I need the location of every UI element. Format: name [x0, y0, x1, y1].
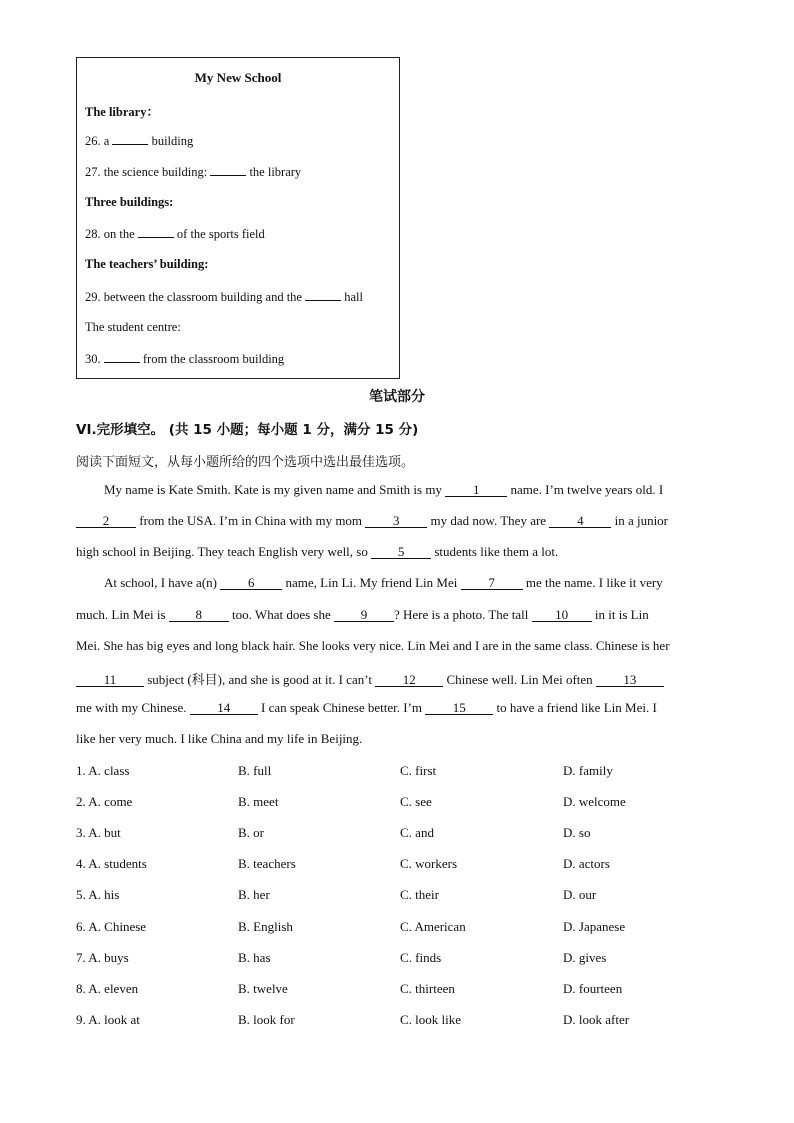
- blank-30[interactable]: [104, 351, 140, 363]
- option-3-c[interactable]: C. and: [400, 825, 434, 840]
- p1l2-c: in a junior: [611, 513, 669, 528]
- passage-p2-line6: like her very much. I like China and my life in Beijing.: [76, 731, 363, 746]
- blank-28[interactable]: [138, 226, 174, 238]
- option-2-d[interactable]: D. welcome: [563, 794, 626, 809]
- option-4-b[interactable]: B. teachers: [238, 856, 296, 871]
- option-1-b[interactable]: B. full: [238, 763, 272, 778]
- row-28-prefix: 28. on the: [85, 227, 138, 241]
- form-row-library: The library：: [85, 105, 159, 119]
- form-row-28: [85, 226, 265, 242]
- option-5-c[interactable]: C. their: [400, 887, 439, 902]
- row-27-prefix: 27. the science building:: [85, 165, 211, 179]
- form-row-26: [85, 133, 193, 149]
- form-row-30: [85, 351, 284, 367]
- section-heading: VI.完形填空。 (共 15 小题；每小题 1 分，满分 15 分): [76, 422, 419, 438]
- option-4-a[interactable]: 4. A. students: [76, 856, 147, 871]
- passage-p1-line2: [76, 513, 668, 529]
- option-9-b[interactable]: B. look for: [238, 1012, 295, 1027]
- option-6-c[interactable]: C. American: [400, 919, 466, 934]
- option-3-a[interactable]: 3. A. but: [76, 825, 121, 840]
- option-2-b[interactable]: B. meet: [238, 794, 279, 809]
- p2l2-b: too. What does she: [228, 607, 334, 622]
- p1l2-a: from the USA. I’m in China with my mom: [136, 513, 366, 528]
- option-5-b[interactable]: B. her: [238, 887, 270, 902]
- blank-27[interactable]: [210, 164, 246, 176]
- form-row-three-buildings: Three buildings:: [85, 195, 174, 209]
- p2l2-c: ? Here is a photo. The tall: [393, 607, 532, 622]
- p2l5-a: me with my Chinese.: [76, 700, 190, 715]
- p2l1-a: At school, I have a(n): [104, 575, 221, 590]
- p2l5-b: I can speak Chinese better. I’m: [257, 700, 426, 715]
- row-30-prefix: 30.: [85, 352, 104, 366]
- option-8-a[interactable]: 8. A. eleven: [76, 981, 139, 996]
- passage-p2-line2: [76, 607, 649, 623]
- form-title: My New School: [194, 70, 282, 85]
- row-29-prefix: 29. between the classroom building and the: [85, 290, 306, 304]
- option-1-a[interactable]: 1. A. class: [76, 763, 130, 778]
- blank-3[interactable]: 3: [365, 514, 427, 528]
- p2l1-c: me the name. I like it very: [522, 575, 663, 590]
- row-27-suffix: the library: [246, 165, 302, 179]
- p2l4-a: subject (科目), and she is good at it. I can’t: [144, 672, 376, 687]
- form-row-teachers-building: The teachers’ building:: [85, 257, 209, 271]
- blank-10[interactable]: 10: [532, 608, 592, 622]
- option-3-b[interactable]: B. or: [238, 825, 264, 840]
- option-1-d[interactable]: D. family: [563, 763, 613, 778]
- option-4-d[interactable]: D. actors: [563, 856, 610, 871]
- p1l3-b: students like them a lot.: [431, 544, 559, 559]
- blank-15[interactable]: 15: [425, 701, 493, 715]
- p1l3-a: high school in Beijing. They teach English very well, so: [76, 544, 372, 559]
- option-9-a[interactable]: 9. A. look at: [76, 1012, 140, 1027]
- blank-13[interactable]: 13: [596, 673, 664, 687]
- blank-4[interactable]: 4: [549, 514, 611, 528]
- form-row-student-centre: The student centre:: [85, 320, 181, 334]
- passage-p2-line1: [104, 575, 663, 591]
- p1l2-b: my dad now. They are: [427, 513, 550, 528]
- p2l1-b: name, Lin Li. My friend Lin Mei: [282, 575, 461, 590]
- passage-p2-line4: [76, 669, 664, 688]
- option-8-b[interactable]: B. twelve: [238, 981, 288, 996]
- row-26-suffix: building: [148, 134, 194, 148]
- option-7-a[interactable]: 7. A. buys: [76, 950, 129, 965]
- option-2-c[interactable]: C. see: [400, 794, 432, 809]
- blank-11[interactable]: 11: [76, 673, 144, 687]
- blank-14[interactable]: 14: [190, 701, 258, 715]
- section-instruction: 阅读下面短文，从每小题所给的四个选项中选出最佳选项。: [76, 455, 415, 470]
- option-8-c[interactable]: C. thirteen: [400, 981, 455, 996]
- passage-p1-line3: [76, 544, 558, 560]
- option-4-c[interactable]: C. workers: [400, 856, 458, 871]
- row-26-prefix: 26. a: [85, 134, 113, 148]
- row-29-suffix: hall: [341, 290, 363, 304]
- option-2-a[interactable]: 2. A. come: [76, 794, 133, 809]
- form-row-29: [85, 289, 363, 305]
- blank-8[interactable]: 8: [169, 608, 229, 622]
- option-7-d[interactable]: D. gives: [563, 950, 607, 965]
- passage-p1-line1: [104, 482, 663, 498]
- option-1-c[interactable]: C. first: [400, 763, 437, 778]
- passage-p2-line5: [76, 700, 657, 716]
- blank-29[interactable]: [305, 289, 341, 301]
- option-7-c[interactable]: C. finds: [400, 950, 442, 965]
- row-28-suffix: of the sports field: [173, 227, 265, 241]
- p1l1-a: My name is Kate Smith. Kate is my given name and Smith is my: [104, 482, 446, 497]
- blank-26[interactable]: [112, 133, 148, 145]
- option-5-d[interactable]: D. our: [563, 887, 597, 902]
- row-30-suffix: from the classroom building: [139, 352, 285, 366]
- p2l2-a: much. Lin Mei is: [76, 607, 169, 622]
- written-part-title: 笔试部分: [369, 389, 425, 405]
- option-6-d[interactable]: D. Japanese: [563, 919, 626, 934]
- blank-9[interactable]: 9: [334, 608, 394, 622]
- p2l5-c: to have a friend like Lin Mei. I: [493, 700, 657, 715]
- form-row-27: [85, 164, 301, 180]
- blank-1[interactable]: 1: [445, 483, 507, 497]
- blank-5[interactable]: 5: [371, 545, 431, 559]
- blank-2[interactable]: 2: [76, 514, 136, 528]
- option-3-d[interactable]: D. so: [563, 825, 591, 840]
- blank-12[interactable]: 12: [375, 673, 443, 687]
- option-9-c[interactable]: C. look like: [400, 1012, 462, 1027]
- blank-7[interactable]: 7: [461, 576, 523, 590]
- option-7-b[interactable]: B. has: [238, 950, 271, 965]
- option-6-b[interactable]: B. English: [238, 919, 293, 934]
- option-6-a[interactable]: 6. A. Chinese: [76, 919, 147, 934]
- option-5-a[interactable]: 5. A. his: [76, 887, 120, 902]
- p2l2-d: in it is Lin: [591, 607, 649, 622]
- p2l4-b: Chinese well. Lin Mei often: [443, 672, 596, 687]
- blank-6[interactable]: 6: [220, 576, 282, 590]
- passage-p2-line3: Mei. She has big eyes and long black hair. She looks very nice. Lin Mei and I are in the same class. Chinese is her: [76, 638, 670, 653]
- option-8-d[interactable]: D. fourteen: [563, 981, 623, 996]
- p1l1-b: name. I’m twelve years old. I: [507, 482, 664, 497]
- option-9-d[interactable]: D. look after: [563, 1012, 630, 1027]
